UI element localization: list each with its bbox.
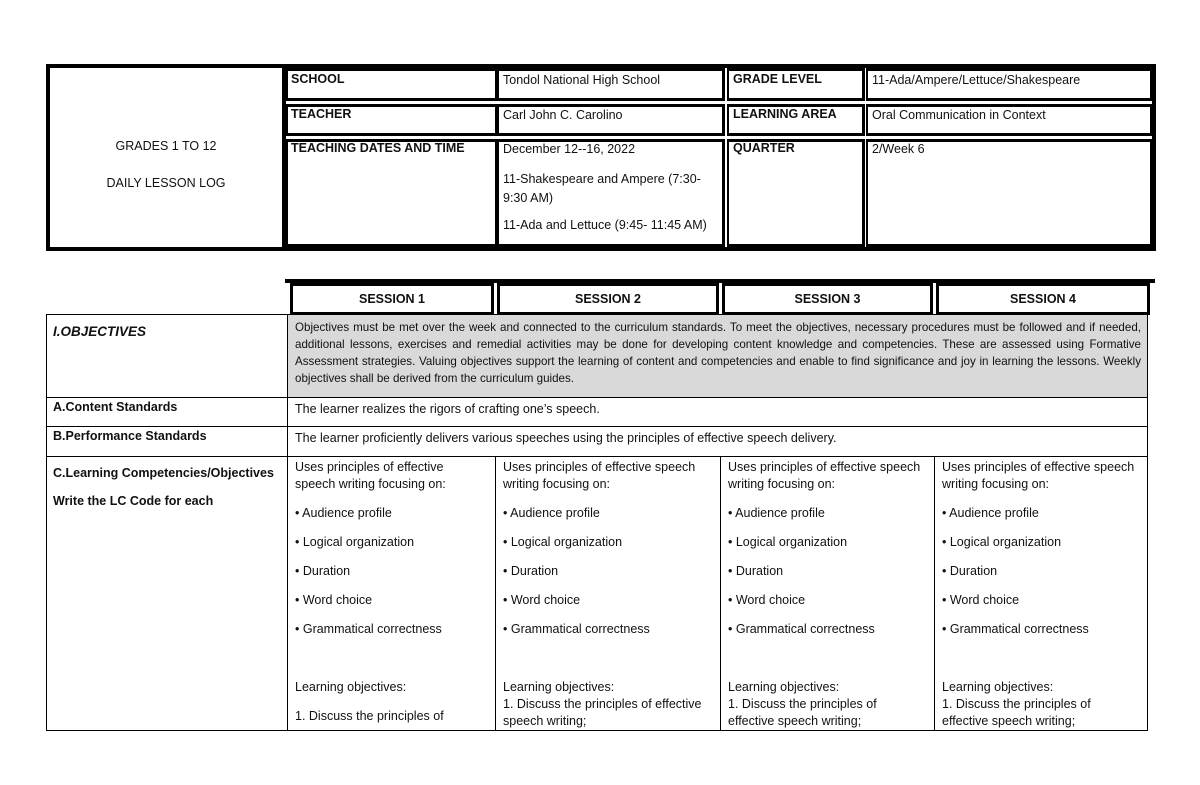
competency-item: • Logical organization [503, 535, 623, 549]
learning-objectives-text: 1. Discuss the principles of effective speech writing; [942, 697, 1091, 728]
comp-divider-2 [720, 456, 721, 730]
grade-value: 11-Ada/Ampere/Lettuce/Shakespeare [872, 73, 1081, 87]
competency-item: • Grammatical correctness [728, 622, 875, 636]
competency-item: • Logical organization [942, 535, 1062, 549]
competency-item: • Logical organization [295, 535, 415, 549]
school-label: SCHOOL [291, 72, 345, 86]
title-line-2: DAILY LESSON LOG [106, 176, 226, 190]
learning-objectives-label: Learning objectives: [728, 680, 840, 694]
competency-item: • Word choice [728, 593, 806, 607]
competency-item: • Grammatical correctness [295, 622, 442, 636]
dates-line-2: 11-Shakespeare and Ampere (7:30- 9:30 AM) [503, 172, 701, 205]
competencies-label-line-1: C.Learning Competencies/Objectives [53, 466, 274, 480]
competency-session-1 [295, 459, 493, 725]
quarter-value: 2/Week 6 [872, 142, 925, 156]
content-standards-label: A.Content Standards [53, 400, 178, 414]
competency-item: • Grammatical correctness [942, 622, 1089, 636]
teacher-label: TEACHER [291, 107, 352, 121]
competency-item: • Audience profile [942, 506, 1039, 520]
objectives-label: I.OBJECTIVES [53, 324, 147, 339]
competency-intro: Uses principles of effective speech writing focusing on: [295, 460, 446, 491]
competency-item: • Audience profile [728, 506, 825, 520]
dates-label-cell [286, 139, 498, 247]
competency-item: • Duration [295, 564, 351, 578]
competency-item: • Audience profile [503, 506, 600, 520]
row-line-bottom [46, 730, 1148, 731]
competency-session-2 [503, 459, 718, 730]
school-value: Tondol National High School [503, 73, 661, 87]
dates-line-1: December 12--16, 2022 [503, 142, 636, 156]
learning-objectives-label: Learning objectives: [295, 680, 407, 694]
row-line-objectives [46, 397, 1148, 398]
objectives-text: Objectives must be met over the week and connected to the curriculum standards. To meet the objectives, necessary procedures must be followed and if needed, additional lessons, exercises and remedial activities may be done for developing content knowledge and competencies. These are assessed using Formative Assessment strategies. Valuing objectives support the learning of content and competencies and enable to find significance and joy in learning the lessons. Weekly objectives shall be derived from the curriculum guides. [295, 321, 1141, 385]
competency-intro: Uses principles of effective speech writing focusing on: [728, 460, 921, 491]
header-title [50, 128, 282, 202]
competency-intro: Uses principles of effective speech writing focusing on: [503, 460, 696, 491]
comp-divider-1 [495, 456, 496, 730]
area-label: LEARNING AREA [733, 107, 837, 121]
dates-line-3: 11-Ada and Lettuce (9:45- 11:45 AM) [503, 218, 707, 232]
competency-item: • Word choice [942, 593, 1020, 607]
competency-item: • Duration [728, 564, 784, 578]
learning-objectives-text: 1. Discuss the principles of effective speech writing; [728, 697, 877, 728]
competency-item: • Audience profile [295, 506, 392, 520]
learning-objectives-text: 1. Discuss the principles of effective speech writing; [503, 697, 702, 728]
competency-item: • Word choice [295, 593, 373, 607]
body-left-border [46, 314, 47, 730]
performance-standards-label: B.Performance Standards [53, 429, 207, 443]
content-standards-text: The learner realizes the rigors of crafting one’s speech. [295, 402, 600, 416]
comp-divider-3 [934, 456, 935, 730]
competency-item: • Duration [503, 564, 559, 578]
competencies-label-line-2: Write the LC Code for each [53, 494, 214, 508]
competency-item: • Logical organization [728, 535, 848, 549]
competency-intro: Uses principles of effective speech writing focusing on: [942, 460, 1135, 491]
dates-label: TEACHING DATES AND TIME [291, 141, 465, 155]
row-line-performance [46, 456, 1148, 457]
teacher-value: Carl John C. Carolino [503, 108, 623, 122]
competency-item: • Grammatical correctness [503, 622, 650, 636]
learning-objectives-label: Learning objectives: [503, 680, 615, 694]
body-right-border [1147, 314, 1148, 730]
grade-label: GRADE LEVEL [733, 72, 822, 86]
learning-objectives-label: Learning objectives: [942, 680, 1054, 694]
competency-item: • Word choice [503, 593, 581, 607]
session-header-3: SESSION 3 [722, 283, 933, 315]
session-header-2: SESSION 2 [497, 283, 719, 315]
competencies-label [53, 459, 274, 515]
session-header-1: SESSION 1 [290, 283, 494, 315]
row-line-content [46, 426, 1148, 427]
title-line-1: GRADES 1 TO 12 [115, 139, 217, 153]
quarter-label-cell [727, 139, 865, 247]
performance-standards-text: The learner proficiently delivers various speeches using the principles of effective speech delivery. [295, 431, 837, 445]
area-value: Oral Communication in Context [872, 108, 1046, 122]
learning-objectives-text: 1. Discuss the principles of [295, 709, 444, 723]
competency-item: • Duration [942, 564, 998, 578]
competency-session-4 [942, 459, 1146, 730]
quarter-label: QUARTER [733, 141, 795, 155]
session-header-4: SESSION 4 [936, 283, 1150, 315]
competency-session-3 [728, 459, 932, 730]
